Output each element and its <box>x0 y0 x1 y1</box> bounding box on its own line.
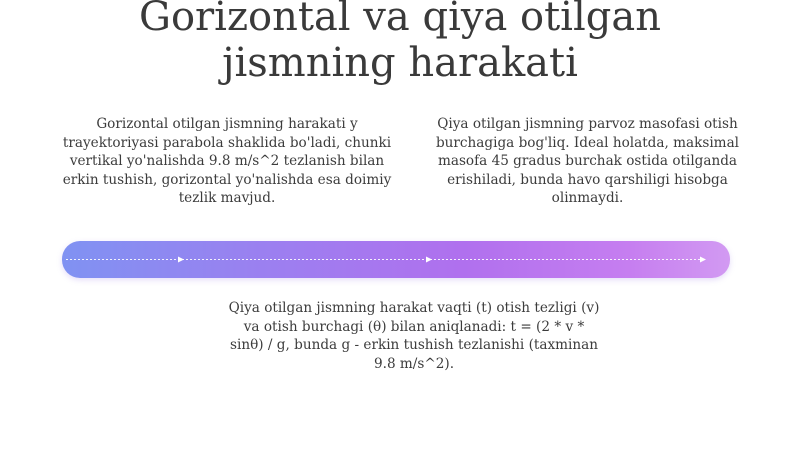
title-line-2: jismning harakati <box>222 40 578 86</box>
arrow-head-2-icon <box>426 257 432 263</box>
trajectory-bar <box>62 241 730 278</box>
right-column-text: Qiya otilgan jismning parvoz masofasi otish burchagiga bog'liq. Ideal holatda, maksimal masofa 45 gradus burchak ostida otilganda erishiladi, bunda havo qarshiligi hisobga olinmaydi. <box>435 116 740 206</box>
arrow-head-3-icon <box>700 257 706 263</box>
trajectory-arrows <box>62 241 730 278</box>
title-line-1: Gorizontal va qiya otilgan <box>139 0 661 40</box>
left-column-text: Gorizontal otilgan jismning harakati y trayektoriyasi parabola shaklida bo'ladi, chunki vertikal yo'nalishda 9.8 m/s^2 tezlanish bilan erkin tushish, gorizontal yo'nalishda esa doimiy tezlik mavjud. <box>62 116 392 206</box>
slide-title <box>0 0 800 86</box>
bottom-text: Qiya otilgan jismning harakat vaqti (t) otish tezligi (v) va otish burchagi (θ) bilan aniqlanadi: t = (2 * v * sinθ) / g, bunda g - erkin tushish tezlanishi (taxminan 9.8 m/s^2). <box>228 300 600 372</box>
arrow-head-1-icon <box>178 257 184 263</box>
